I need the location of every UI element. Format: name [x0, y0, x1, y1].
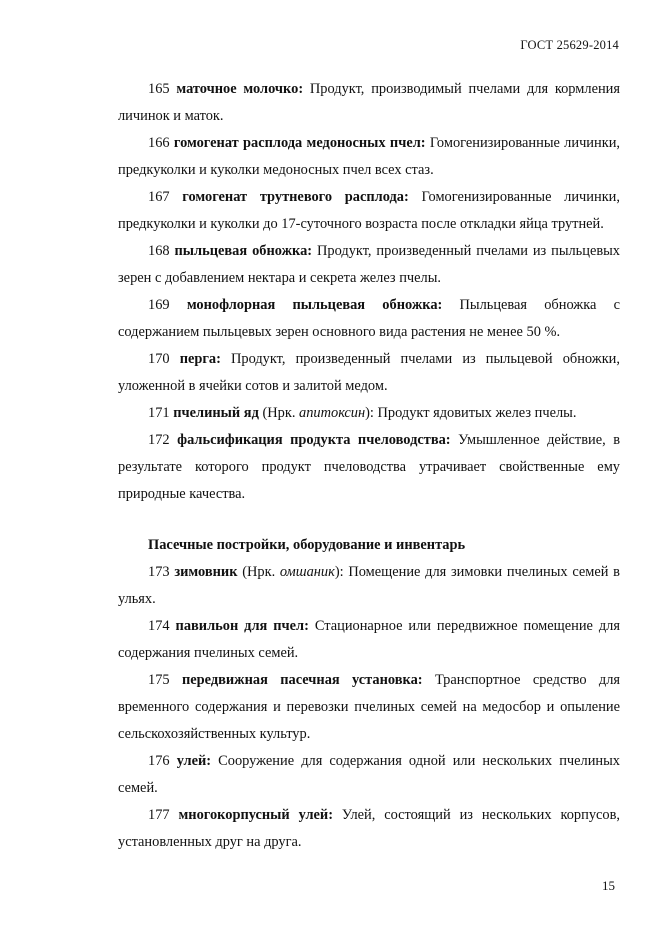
term-number: 171	[148, 405, 170, 421]
term-number: 176	[148, 753, 170, 769]
term-alternative: апитоксин	[299, 405, 366, 421]
term-definition: Улей, состоящий из нескольких корпусов, установленных друг на друга.	[118, 807, 620, 850]
term-definition: Продукт, произведенный пчелами из пыльцевых зерен с добавлением нектара и секрета желез пчелы.	[118, 243, 620, 286]
term-entry	[118, 802, 620, 856]
term-entry	[118, 667, 620, 748]
term-name: передвижная пасечная установка:	[181, 672, 423, 688]
term-number: 173	[148, 564, 170, 580]
term-number: 168	[148, 243, 170, 259]
term-entry	[118, 400, 620, 427]
term-entry	[118, 559, 620, 613]
term-name: перга:	[179, 351, 221, 367]
term-number: 172	[148, 432, 170, 448]
term-name: маточное молочко:	[176, 81, 304, 97]
term-name: фальсификация продукта пчеловодства:	[177, 432, 451, 448]
term-number: 170	[148, 351, 170, 367]
page-content	[118, 76, 620, 856]
term-definition: : Продукт ядовитых желез пчелы.	[369, 405, 577, 421]
term-number: 167	[148, 189, 170, 205]
term-number: 175	[148, 672, 170, 688]
term-name: гомогенат трутневого расплода:	[182, 189, 409, 205]
term-definition: Продукт, произведенный пчелами из пыльцевой обножки, уложенной в ячейки сотов и залитой медом.	[118, 351, 620, 394]
term-definition: Гомогенизированные личинки, предкуколки и куколки до 17-суточного возраста после откладки яйца трутней.	[118, 189, 620, 232]
term-definition: : Помещение для зимовки пчелиных семей в ульях.	[118, 564, 620, 607]
page-number: 15	[602, 878, 615, 893]
term-number: 165	[148, 81, 170, 97]
term-number: 177	[148, 807, 170, 823]
term-number: 169	[148, 297, 170, 313]
term-entry	[118, 292, 620, 346]
term-definition: Сооружение для содержания одной или нескольких пчелиных семей.	[118, 753, 620, 796]
term-name: пчелиный яд	[173, 405, 259, 421]
term-entry	[118, 613, 620, 667]
term-note-suffix: )	[365, 405, 370, 421]
term-number: 174	[148, 618, 170, 634]
term-definition: Продукт, производимый пчелами для кормления личинок и маток.	[118, 81, 620, 124]
term-entry	[118, 238, 620, 292]
term-entry	[118, 427, 620, 508]
term-alternative: омшаник	[279, 564, 335, 580]
term-definition: Стационарное или передвижное помещение для содержания пчелиных семей.	[118, 618, 620, 661]
term-name: монофлорная пыльцевая обножка:	[186, 297, 443, 313]
term-name: гомогенат расплода медоносных пчел:	[173, 135, 426, 151]
term-entry	[118, 184, 620, 238]
term-number: 166	[148, 135, 170, 151]
term-note-prefix: (Нрк.	[258, 405, 300, 421]
term-entry	[118, 748, 620, 802]
section-title: Пасечные постройки, оборудование и инвентарь	[148, 537, 466, 553]
term-name: павильон для пчел:	[175, 618, 309, 634]
term-entry	[118, 76, 620, 130]
term-name: улей:	[176, 753, 212, 769]
term-definition: Пыльцевая обножка с содержанием пыльцевых зерен основного вида растения не менее 50 %.	[118, 297, 620, 340]
terms-group-bee-products	[118, 76, 620, 508]
term-definition: Гомогенизированные личинки, предкуколки и куколки медоносных пчел всех стаз.	[118, 135, 620, 178]
term-name: многокорпусный улей:	[178, 807, 333, 823]
term-note-suffix: )	[334, 564, 340, 580]
term-note-prefix: (Нрк.	[237, 564, 280, 580]
term-entry	[118, 130, 620, 184]
term-name: зимовник	[174, 564, 238, 580]
term-name: пыльцевая обножка:	[174, 243, 313, 259]
term-entry	[118, 346, 620, 400]
terms-group-apiary-buildings	[118, 559, 620, 856]
page-header: ГОСТ 25629-2014	[520, 38, 619, 52]
term-definition: Умышленное действие, в результате которого продукт пчеловодства утрачивает свойственные ему природные качества.	[118, 432, 620, 502]
term-definition: Транспортное средство для временного содержания и перевозки пчелиных семей на медосбор и опыление сельскохозяйственных культур.	[118, 672, 620, 742]
